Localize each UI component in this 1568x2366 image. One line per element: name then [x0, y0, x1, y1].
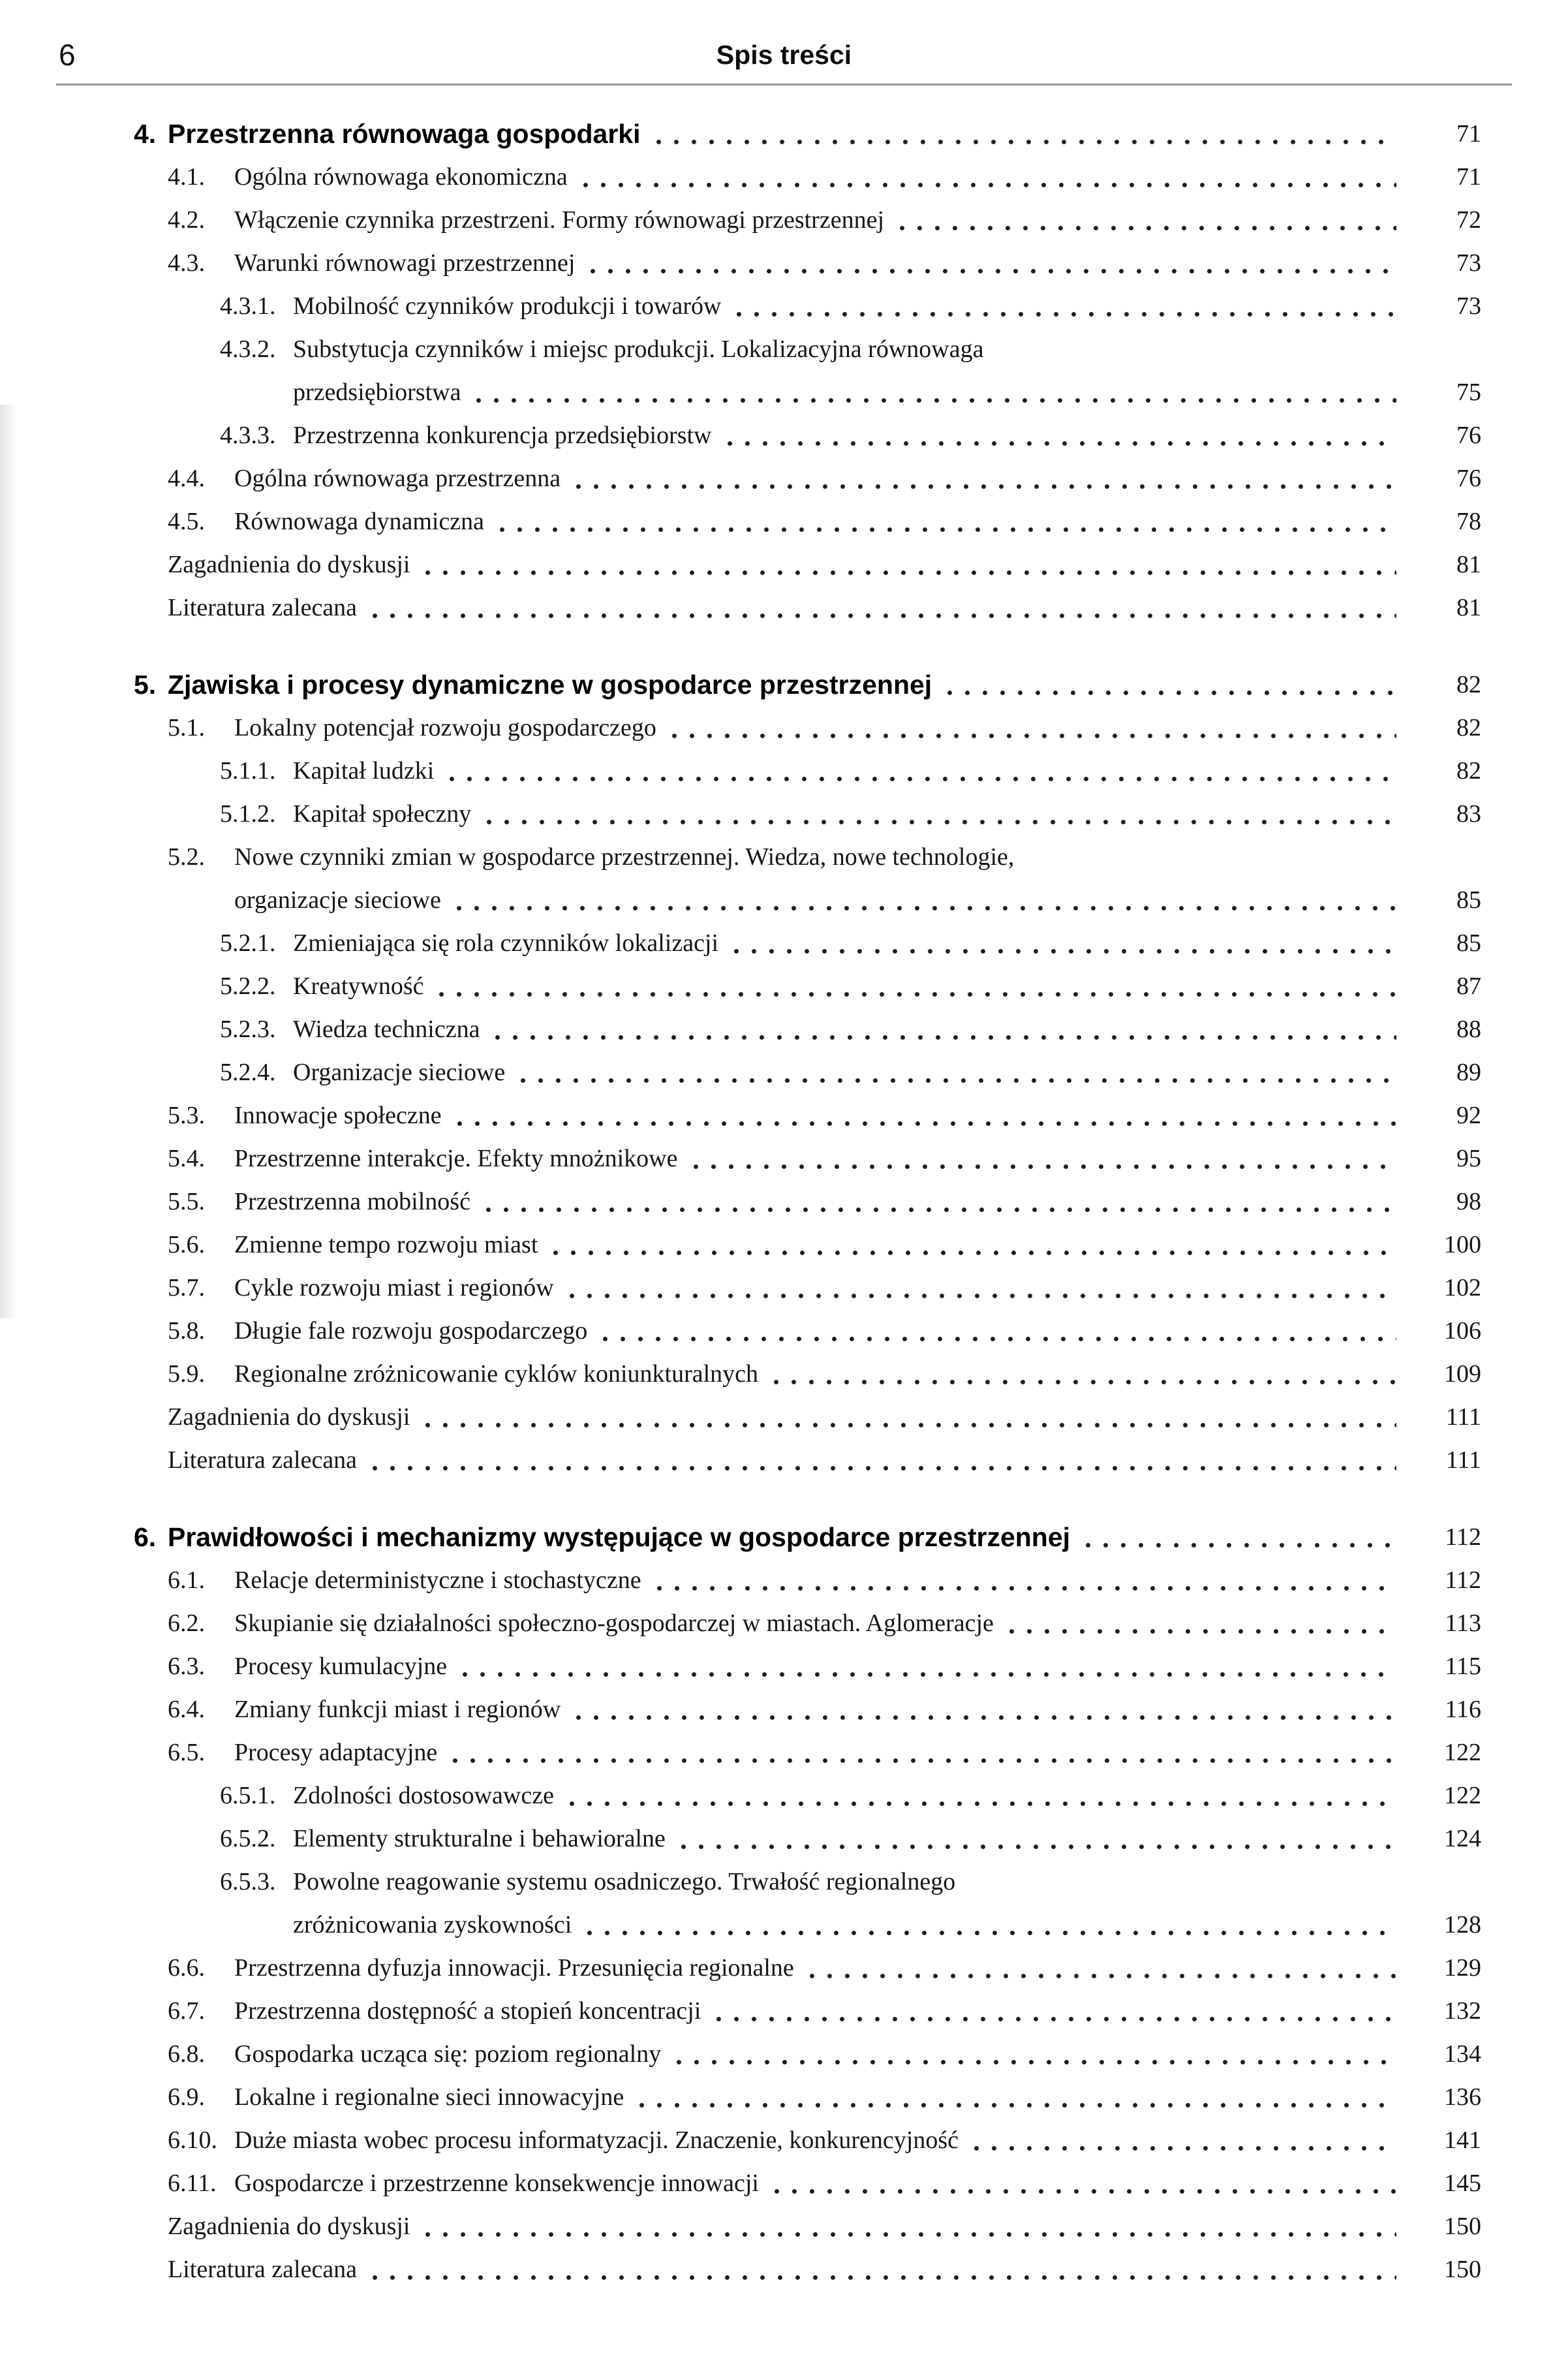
toc-entry — [134, 414, 1481, 457]
toc-entry-number: 4.3.1. — [220, 292, 276, 320]
toc-entry — [134, 749, 1481, 792]
toc-chapter-number: 4. — [134, 119, 157, 149]
toc-entry-title: Procesy kumulacyjne — [234, 1653, 448, 1680]
toc-entry — [134, 1051, 1481, 1094]
dot-leader — [480, 792, 1396, 835]
toc-entry-page: 106 — [1444, 1317, 1481, 1345]
toc-entry — [134, 1008, 1481, 1051]
toc-entry — [134, 285, 1481, 328]
toc-entry-page: 141 — [1444, 2126, 1481, 2154]
toc-entry-number: 6.9. — [168, 2083, 205, 2111]
dot-leader — [581, 1903, 1396, 1946]
toc-entry — [134, 1352, 1481, 1395]
toc-entry-title: Wiedza techniczna — [293, 1016, 480, 1043]
page-header — [56, 37, 1512, 86]
toc-entry-page: 111 — [1445, 1446, 1481, 1474]
toc-entry-number: 5.5. — [168, 1188, 205, 1215]
toc-entry-page: 82 — [1456, 714, 1481, 741]
toc-entry-title: Zagadnienia do dyskusji — [168, 1403, 410, 1431]
toc-entry-title: zróżnicowania zyskowności — [293, 1911, 572, 1938]
dot-leader — [1003, 1602, 1396, 1645]
toc-entry-page: 113 — [1445, 1610, 1481, 1637]
toc-entry-title: Nowe czynniki zmian w gospodarce przestrzennej. Wiedza, nowe technologie, — [234, 843, 1015, 871]
dot-leader — [767, 1352, 1396, 1395]
toc-entry — [134, 1395, 1481, 1439]
dot-leader — [419, 1395, 1396, 1439]
toc-entry — [134, 922, 1481, 965]
toc-entry-title: Przestrzenna konkurencja przedsiębiorstw — [293, 422, 712, 449]
toc-entry — [134, 965, 1481, 1008]
dot-leader — [670, 2032, 1396, 2076]
toc-entry-title: Procesy adaptacyjne — [234, 1739, 438, 1766]
toc-entry-title: Powolne reagowanie systemu osadniczego. Trwałość regionalnego — [293, 1868, 956, 1895]
toc-entry-title: przedsiębiorstwa — [293, 379, 461, 406]
toc-entry-page: 115 — [1445, 1653, 1481, 1680]
toc-chapter-items — [134, 1559, 1481, 2291]
toc-chapter-heading — [134, 112, 1481, 155]
toc-entry — [134, 1180, 1481, 1223]
dot-leader — [577, 155, 1396, 198]
toc-entry-number: 6.2. — [168, 1610, 205, 1637]
toc-entry-number: 5.3. — [168, 1102, 205, 1129]
toc-entry — [134, 1223, 1481, 1266]
toc-entry — [134, 2076, 1481, 2119]
dot-leader — [666, 706, 1396, 749]
toc-entry-number: 5.1.1. — [220, 757, 276, 785]
dot-leader — [675, 1817, 1396, 1860]
dot-leader — [419, 2205, 1396, 2248]
dot-leader — [489, 1008, 1396, 1051]
toc-entry-title: Regionalne zróżnicowanie cyklów koniunkturalnych — [234, 1360, 759, 1388]
toc-chapter-page: 82 — [1456, 671, 1481, 698]
toc-chapter — [134, 112, 1481, 629]
toc-entry-number: 5.8. — [168, 1317, 205, 1345]
toc-entry-page: 78 — [1456, 508, 1481, 535]
toc-entry-page: 72 — [1456, 206, 1481, 234]
toc-entry-title: Skupianie się działalności społeczno-gospodarczej w miastach. Aglomeracje — [234, 1610, 994, 1637]
toc-entry-page: 71 — [1456, 163, 1481, 191]
dot-leader — [547, 1223, 1396, 1266]
dot-leader — [721, 414, 1396, 457]
dot-leader — [493, 500, 1396, 543]
toc-entry-page: 128 — [1444, 1911, 1481, 1938]
toc-entry — [134, 2032, 1481, 2076]
toc-entry — [134, 198, 1481, 241]
toc-entry-title: Kreatywność — [293, 973, 424, 1000]
toc-entry-title: Literatura zalecana — [168, 2256, 358, 2283]
toc-entry-number: 5.9. — [168, 1360, 205, 1388]
dot-leader — [710, 1989, 1396, 2032]
toc-entry-continuation — [134, 1903, 1481, 1946]
dot-leader — [419, 543, 1396, 586]
toc-entry-title: Zdolności dostosowawcze — [293, 1782, 554, 1809]
dot-leader — [366, 1439, 1396, 1482]
toc-entry-number: 4.3.3. — [220, 422, 276, 449]
toc-entry-number: 6.8. — [168, 2040, 205, 2068]
dot-leader — [730, 285, 1396, 328]
toc-entry-title: Włączenie czynnika przestrzeni. Formy równowagi przestrzennej — [234, 206, 884, 234]
dot-leader — [803, 1946, 1396, 1989]
toc-entry-title: Kapitał społeczny — [293, 800, 472, 828]
dot-leader — [633, 2076, 1396, 2119]
toc-entry-number: 6.4. — [168, 1696, 205, 1723]
page-number: 6 — [59, 38, 76, 72]
toc-entry-page: 150 — [1444, 2213, 1481, 2240]
toc-entry-page: 85 — [1456, 886, 1481, 914]
toc-entry-number: 4.1. — [168, 163, 205, 191]
toc-entry-page: 122 — [1444, 1782, 1481, 1809]
toc-entry-title: Lokalny potencjał rozwoju gospodarczego — [234, 714, 656, 741]
toc-entry-title: Relacje deterministyczne i stochastyczne — [234, 1566, 641, 1594]
toc-entry-page: 150 — [1444, 2256, 1481, 2283]
toc-entry-title: Literatura zalecana — [168, 594, 358, 621]
toc-entry-number: 4.3.2. — [220, 335, 276, 363]
toc-entry-page: 122 — [1444, 1739, 1481, 1766]
toc-entry-title: Substytucja czynników i miejsc produkcji. Lokalizacyjna równowaga — [293, 335, 984, 363]
toc-entry — [134, 706, 1481, 749]
toc-entry — [134, 1774, 1481, 1817]
toc-entry-page: 124 — [1444, 1825, 1481, 1852]
toc-entry-number: 4.4. — [168, 465, 205, 492]
toc-entry-title: Zagadnienia do dyskusji — [168, 551, 410, 578]
toc-entry-title: Ogólna równowaga przestrzenna — [234, 465, 561, 492]
toc-entry-number: 5.2. — [168, 843, 205, 871]
toc-entry-page: 81 — [1456, 594, 1481, 621]
toc-entry — [134, 1559, 1481, 1602]
toc-entry-number: 5.1.2. — [220, 800, 276, 828]
toc-entry-page: 100 — [1444, 1231, 1481, 1258]
toc-entry-number: 5.2.1. — [220, 929, 276, 957]
toc-entry-number: 4.5. — [168, 508, 205, 535]
dot-leader — [570, 457, 1396, 500]
toc-chapter — [134, 663, 1481, 1482]
toc — [134, 112, 1481, 2291]
dot-leader — [563, 1774, 1396, 1817]
toc-entry-continuation — [134, 879, 1481, 922]
toc-chapter-heading — [134, 1516, 1481, 1559]
toc-chapter — [134, 1516, 1481, 2291]
toc-entry — [134, 1645, 1481, 1688]
dot-leader — [451, 1094, 1396, 1137]
dot-leader — [1079, 1516, 1396, 1559]
dot-leader — [893, 198, 1396, 241]
dot-leader — [651, 1559, 1396, 1602]
toc-chapter-title: Prawidłowości i mechanizmy występujące w gospodarce przestrzennej — [168, 1522, 1071, 1552]
toc-entry-title: Długie fale rozwoju gospodarczego — [234, 1317, 588, 1345]
toc-entry-title: Przestrzenna dyfuzja innowacji. Przesunięcia regionalne — [234, 1954, 794, 1982]
toc-entry-title: Innowacje społeczne — [234, 1102, 442, 1129]
dot-leader — [514, 1051, 1396, 1094]
toc-entry-number: 5.7. — [168, 1274, 205, 1301]
dot-leader — [446, 1731, 1396, 1774]
toc-entry-title: Gospodarcze i przestrzenne konsekwencje innowacji — [234, 2170, 759, 2197]
toc-entry-title: Duże miasta wobec procesu informatyzacji. Znaczenie, konkurencyjność — [234, 2126, 959, 2154]
toc-entry-page: 92 — [1456, 1102, 1481, 1129]
toc-entry — [134, 1731, 1481, 1774]
toc-entry-title: Zagadnienia do dyskusji — [168, 2213, 410, 2240]
toc-entry — [134, 500, 1481, 543]
dot-leader — [443, 749, 1396, 792]
toc-entry — [134, 2205, 1481, 2248]
toc-entry-number: 5.2.2. — [220, 973, 276, 1000]
toc-entry-number: 5.1. — [168, 714, 205, 741]
dot-leader — [570, 1688, 1396, 1731]
toc-entry-number: 6.10. — [168, 2126, 217, 2154]
toc-entry — [134, 1309, 1481, 1352]
toc-entry-page: 88 — [1456, 1016, 1481, 1043]
toc-entry-page: 95 — [1456, 1145, 1481, 1172]
toc-chapter-items — [134, 706, 1481, 1482]
toc-entry-number: 6.6. — [168, 1954, 205, 1982]
toc-entry-page: 85 — [1456, 929, 1481, 957]
toc-chapter-heading — [134, 663, 1481, 706]
toc-entry-page: 81 — [1456, 551, 1481, 578]
toc-entry-title: Zmiany funkcji miast i regionów — [234, 1696, 561, 1723]
toc-entry-page: 145 — [1444, 2170, 1481, 2197]
toc-chapter-title: Zjawiska i procesy dynamiczne w gospodarce przestrzennej — [168, 670, 932, 700]
dot-leader — [687, 1137, 1397, 1180]
toc-entry-page: 111 — [1445, 1403, 1481, 1431]
toc-entry-number: 4.3. — [168, 249, 205, 277]
toc-entry-title: Literatura zalecana — [168, 1446, 358, 1474]
dot-leader — [650, 112, 1397, 155]
toc-entry — [134, 835, 1481, 879]
toc-entry-page: 112 — [1445, 1566, 1481, 1594]
dot-leader — [450, 879, 1396, 922]
toc-entry — [134, 586, 1481, 629]
toc-entry — [134, 328, 1481, 371]
running-head-title: Spis treści — [716, 40, 852, 70]
toc-entry-title: Elementy strukturalne i behawioralne — [293, 1825, 666, 1852]
toc-entry-title: Kapitał ludzki — [293, 757, 435, 785]
toc-entry — [134, 1989, 1481, 2032]
toc-chapter-title: Przestrzenna równowaga gospodarki — [168, 119, 641, 149]
toc-entry-title: Zmieniająca się rola czynników lokalizacji — [293, 929, 719, 957]
dot-leader — [470, 371, 1396, 414]
toc-entry-page: 102 — [1444, 1274, 1481, 1301]
toc-entry-page: 136 — [1444, 2083, 1481, 2111]
toc-entry — [134, 1439, 1481, 1482]
toc-entry-page: 82 — [1456, 757, 1481, 785]
dot-leader — [584, 241, 1396, 285]
toc-entry-title: Gospodarka ucząca się: poziom regionalny — [234, 2040, 662, 2068]
toc-entry-number: 5.2.3. — [220, 1016, 276, 1043]
toc-entry-page: 132 — [1444, 1997, 1481, 2025]
toc-chapter-page: 71 — [1456, 120, 1481, 148]
toc-chapter-number: 5. — [134, 670, 157, 700]
toc-entry — [134, 241, 1481, 285]
toc-entry-number: 5.2.4. — [220, 1059, 276, 1086]
toc-entry-title: Przestrzenna mobilność — [234, 1188, 470, 1215]
toc-entry-title: organizacje sieciowe — [234, 886, 441, 914]
toc-entry-title: Przestrzenna dostępność a stopień koncentracji — [234, 1997, 701, 2025]
toc-entry-page: 98 — [1456, 1188, 1481, 1215]
toc-entry — [134, 1860, 1481, 1903]
toc-entry-title: Warunki równowagi przestrzennej — [234, 249, 576, 277]
toc-entry-title: Organizacje sieciowe — [293, 1059, 506, 1086]
toc-entry — [134, 457, 1481, 500]
toc-entry — [134, 1817, 1481, 1860]
toc-entry — [134, 792, 1481, 835]
toc-entry-page: 134 — [1444, 2040, 1481, 2068]
toc-entry-number: 6.5. — [168, 1739, 205, 1766]
toc-entry-number: 4.2. — [168, 206, 205, 234]
toc-entry-page: 75 — [1456, 379, 1481, 406]
toc-entry-continuation — [134, 371, 1481, 414]
toc-entry-number: 6.5.2. — [220, 1825, 276, 1852]
toc-entry-title: Przestrzenne interakcje. Efekty mnożnikowe — [234, 1145, 678, 1172]
scan-edge-shadow — [0, 405, 17, 1318]
toc-entry — [134, 1094, 1481, 1137]
toc-entry — [134, 1602, 1481, 1645]
toc-entry — [134, 2162, 1481, 2205]
toc-entry-page: 73 — [1456, 249, 1481, 277]
toc-entry-page: 109 — [1444, 1360, 1481, 1388]
dot-leader — [366, 2248, 1396, 2291]
toc-entry — [134, 1137, 1481, 1180]
toc-entry-page: 76 — [1456, 422, 1481, 449]
dot-leader — [596, 1309, 1396, 1352]
toc-chapter-page: 112 — [1445, 1523, 1481, 1551]
toc-entry — [134, 155, 1481, 198]
dot-leader — [480, 1180, 1396, 1223]
toc-entry-title: Cykle rozwoju miast i regionów — [234, 1274, 554, 1301]
toc-entry-title: Zmienne tempo rozwoju miast — [234, 1231, 538, 1258]
toc-entry — [134, 1946, 1481, 1989]
toc-entry — [134, 543, 1481, 586]
toc-entry-number: 6.11. — [168, 2170, 217, 2197]
toc-entry-page: 73 — [1456, 292, 1481, 320]
dot-leader — [941, 663, 1396, 706]
dot-leader — [728, 922, 1396, 965]
toc-entry — [134, 1688, 1481, 1731]
dot-leader — [768, 2162, 1396, 2205]
toc-entry-page: 76 — [1456, 465, 1481, 492]
toc-chapter-number: 6. — [134, 1522, 157, 1552]
dot-leader — [968, 2119, 1396, 2162]
header-rule — [56, 84, 1512, 86]
toc-chapter-items — [134, 155, 1481, 629]
toc-entry-page: 87 — [1456, 973, 1481, 1000]
toc-entry-number: 6.7. — [168, 1997, 205, 2025]
toc-entry-number: 6.5.3. — [220, 1868, 276, 1895]
toc-entry-title: Mobilność czynników produkcji i towarów — [293, 292, 722, 320]
running-head-row — [56, 37, 1512, 73]
dot-leader — [433, 965, 1396, 1008]
toc-entry-title: Lokalne i regionalne sieci innowacyjne — [234, 2083, 624, 2111]
toc-entry-number: 5.6. — [168, 1231, 205, 1258]
toc-entry-page: 83 — [1456, 800, 1481, 828]
toc-entry-number: 6.1. — [168, 1566, 205, 1594]
toc-entry — [134, 1266, 1481, 1309]
toc-entry-title: Równowaga dynamiczna — [234, 508, 485, 535]
dot-leader — [563, 1266, 1396, 1309]
toc-entry-number: 6.5.1. — [220, 1782, 276, 1809]
toc-entry-page: 116 — [1445, 1696, 1481, 1723]
toc-entry-page: 129 — [1444, 1954, 1481, 1982]
toc-entry — [134, 2119, 1481, 2162]
toc-entry-number: 5.4. — [168, 1145, 205, 1172]
dot-leader — [456, 1645, 1396, 1688]
toc-entry-title: Ogólna równowaga ekonomiczna — [234, 163, 568, 191]
toc-entry-page: 89 — [1456, 1059, 1481, 1086]
toc-entry-number: 6.3. — [168, 1653, 205, 1680]
toc-entry — [134, 2248, 1481, 2291]
dot-leader — [366, 586, 1396, 629]
